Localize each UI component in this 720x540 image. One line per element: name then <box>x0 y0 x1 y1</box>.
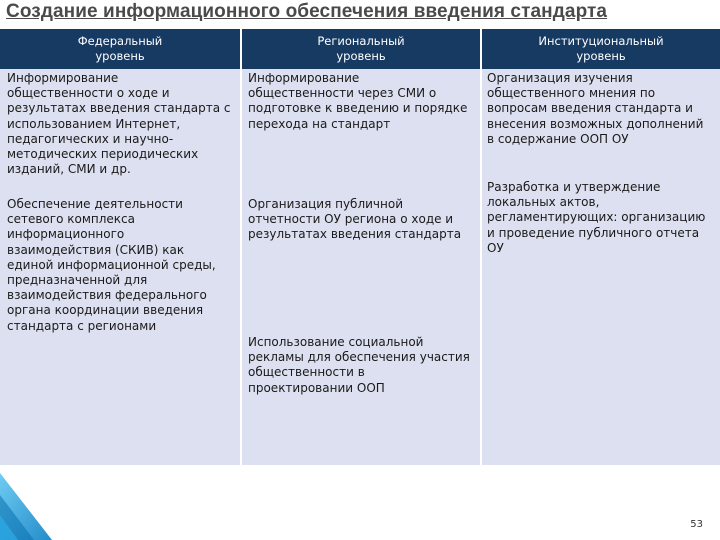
regional-item-1: Информирование общественности через СМИ о подготовке к введению и порядке перехода на стандарт <box>248 71 468 131</box>
regional-item-2: Организация публичной отчетности ОУ региона о ходе и результатах введения стандарта <box>248 197 462 242</box>
institutional-item-1: Организация изучения общественного мнения по вопросам введения стандарта и внесения возможных дополнений в содержание ООП ОУ <box>487 71 704 146</box>
regional-item-3: Использование социальной рекламы для обеспечения участия общественности в проектировании ООП <box>248 335 470 395</box>
header-federal: Федеральный уровень <box>77 34 163 63</box>
corner-decoration <box>0 465 58 540</box>
federal-item-2: Обеспечение деятельности сетевого комплекса информационного взаимодействия (СКИВ) как единой информационной среды, предназначенной для взаимодействия федерального органа координации введения стандарта с регионами <box>7 197 216 333</box>
info-table <box>0 29 720 465</box>
table-header-row <box>0 29 720 69</box>
federal-item-1: Информирование общественности о ходе и результатах введения стандарта с использованием Интернет, педагогических и научно- методических периодических изданий, СМИ и др. <box>7 71 231 177</box>
column-divider <box>480 69 482 465</box>
page-number: 53 <box>690 519 703 530</box>
header-regional: Региональный уровень <box>317 34 405 63</box>
institutional-item-2: Разработка и утверждение локальных актов, регламентирующих: организацию и проведение публичного отчета ОУ <box>487 180 706 255</box>
column-divider <box>240 69 242 465</box>
header-institutional: Институциональный уровень <box>538 34 664 63</box>
slide-title: Создание информационного обеспечения введения стандарта <box>6 1 608 22</box>
